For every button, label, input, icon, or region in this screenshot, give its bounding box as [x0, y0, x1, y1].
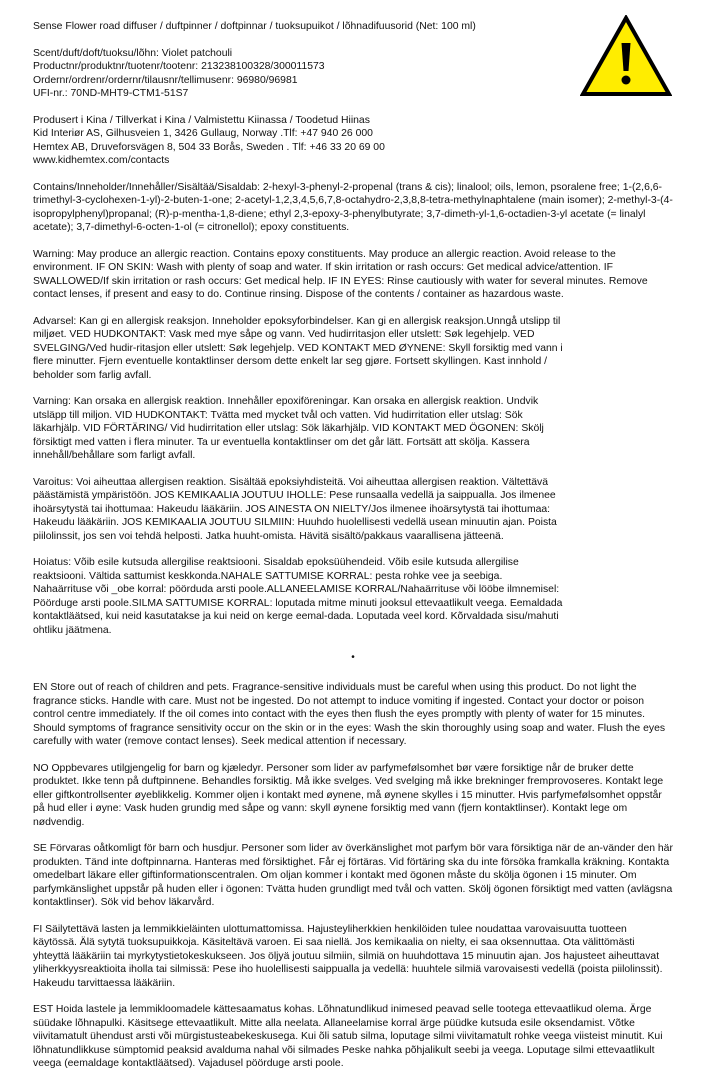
store-se-paragraph: SE Förvaras oåtkomligt för barn och husdjur. Personer som lider av överkänslighet mot parfym bör vara försiktiga när de an-vänder den här produkten. Tänd inte doftpinnarna. Hanteras med försiktighet. Får ej förtäras. Vid förtäring ska du inte försöka framkalla kräkning. Kontakta omedelbart läkare eller giftinformationscentralen. Om oljan kommer i kontakt med ögonen måste du skölja ögonen i 15 minuter. Om parfymkänslighet uppstår på huden eller i ögonen: Tvätta huden grundligt med tvål och vatten. Skölj ögonen försiktigt med vatten (avlägsna kontaktlinser). Sök vid behov läkarvård.: [33, 843, 673, 908]
order-number-line: Ordernr/ordrenr/ordernr/tilausnr/tellimusenr: 96980/96981: [33, 74, 298, 86]
product-number-line: Productnr/produktnr/tuotenr/tootenr: 213238100328/300011573: [33, 61, 325, 72]
contains-paragraph: Contains/Inneholder/Innehåller/Sisältää/Sisaldab: 2-hexyl-3-phenyl-2-propenal (trans & cis); linalool; oils, lemon, psoralene free; 1-(2,6,6-trimethyl-3-cyclohexen-1-yl)-2-buten-1-one; 2-acetyl-1,2,3,4,5,6,7,8-octahydro-2,3,8,8-tetra-methylnaphtalene (main isomer); 2-methyl-3-(4-isopropylphenyl)propanal; (R)-p-mentha-1,8-diene; ethyl 2,3-epoxy-3-phenylbutyrate; 3,7-dimeth-yl-1,6-octadien-3-yl acetate (= linalyl acetate); 3,7-dimethyl-6-octen-1-ol (= citronellol); epoxy constituents.: [33, 181, 673, 233]
producer-info: [33, 114, 673, 168]
store-no-paragraph: NO Oppbevares utilgjengelig for barn og kjæledyr. Personer som lider av parfymefølsomhet bør være forsiktige når de bruker dette produktet. Ikke tenn på duftpinnene. Behandles forsiktig. Må ikke svelges. Ved svelging må ikke brekninger fremprovoseres. Kontakt lege eller giftkontrollsenter øyeblikkelig. Kommer oljen i kontakt med øynene, må øynene skylles i 15 minutter. Hvis parfymefølsomhet oppstår på hud eller i øyne: Vask huden grundig med såpe og vann: skyll øynene forsiktig med vann (fjern kontaktlinser). Kontakt lege om nødvendig.: [33, 762, 664, 828]
store-ee-paragraph: EST Hoida lastele ja lemmikloomadele kättesaamatus kohas. Lõhnatundlikud inimesed peavad selle tootega ettevaatlikud olema. Ärge süüdake lõhnapulki. Käsitsege ettevaatlikult. Mitte alla neelata. Allaneelamise korral ärge püüdke kutsuda esile oksendamist. Võtke viivitamatult ühendust arsti või mürgistusteabekeskusega. Kui õli satub silma, loputage silmi viivitamatult rohke veega viisteist minutit. Kui lõhnatundlikkuse sümptomid peaksid avalduma nahal või silmades Peske nahka põhjalikult seebi ja veega. Loputage silmi ettevaatlikult veega (eemaldage kontaktläätsed). Vajadusel pöörduge arsti poole.: [33, 1004, 663, 1069]
warning-se-paragraph: Varning: Kan orsaka en allergisk reaktion. Innehåller epoxiföreningar. Kan orsaka en allergisk reaktion. Undvik utsläpp till miljon. VID HUDKONTAKT: Tvätta med mycket tvål och vatten. Vid hudirritation eller utslag: Sök läkarhjälp. VID FÖRTÄRING/ Vid hudirritation eller utslag: Sök läkarhjälp. VID KONTAKT MED ÖGONEN: Skölj försiktigt med vatten i flera minuter. Ta ur eventuella kontaktlinser om det går lätt. Fortsätt att skölja. Kassera innehåll/behållare som farligt avfall.: [33, 396, 544, 461]
warning-no-paragraph: Advarsel: Kan gi en allergisk reaksjon. Inneholder epoksyforbindelser. Kan gi en allergisk reaksjon.Unngå utslipp til miljøet. VED HUDKONTAKT: Vask med mye såpe og vann. Ved hudirritasjon eller utslett: Søk legehjelp. VED SVELGING/Ved hudir-ritasjon eller utslett: Søk legehjelp. VED KONTAKT MED ØYNENE: Skyll forsiktig med vann i flere minutter. Fjern eventuelle kontaktlinser dersom dette enkelt lar seg gjøre. Fortsett skyllingen. Kast innhold / beholder som farlig avfall.: [33, 315, 563, 381]
product-title: Sense Flower road diffuser / duftpinner / doftpinnar / tuoksupuikot / lõhnadifuusorid (Net: 100 ml): [33, 21, 476, 32]
label-document: [33, 20, 673, 1071]
warning-fi-paragraph: Varoitus: Voi aiheuttaa allergisen reaktion. Sisältää epoksiyhdisteitä. Voi aiheuttaa allergisen reaktion. Vältettävä päästämistä ympäristöön. JOS KEMIKAALIA JOUTUU IHOLLE: Pese runsaalla vedellä ja saippualla. Jos ilmenee ihoärsytystä tai ihottumaa: Hakeudu lääkäriin. JOS AINESTA ON NIELTY/Jos ilmenee ihoärsytystä tai ihottumaa: Hakeudu lääkäriin. JOS KEMIKAALIA JOUTUU SILMIIN: Huuhdo huolellisesti vedellä usean minuutin ajan. Poista piilolinssit, jos sen voi tehdä helposti. Jatka huuht-omista. Hävitä sisältö/pakkaus vaarallisena jätteenä.: [33, 476, 557, 542]
ufi-line: UFI-nr.: 70ND-MHT9-CTM1-51S7: [33, 88, 189, 99]
warning-ee-paragraph: Hoiatus: Võib esile kutsuda allergilise reaktsiooni. Sisaldab epoksüühendeid. Võib esile kutsuda allergilise reaktsiooni. Vältida sattumist keskkonda.NAHALE SATTUMISE KORRAL: pesta rohke vee ja seebiga. Nahaärrituse või _obe korral: pöörduda arsti poole.ALLANEELAMISE KORRAL/Nahaärrituse või lööbe ilmnemisel: Pöörduge arsti poole.SILMA SATTUMISE KORRAL: loputada mitme minuti jooksul ettevaatlikult veega. Eemaldada kontaktläätsed, kui neid kasutatakse ja kui neid on kerge eemal-dada. Loputada veel kord. Kõrvaldada sisu/mahuti ohtliku jäätmena.: [33, 557, 563, 636]
store-fi-paragraph: FI Säilytettävä lasten ja lemmikkieläinten ulottumattomissa. Hajusteyliherkkien henkilöiden tulee noudattaa varovaisuutta tuotteen käytössä. Älä sytytä tuoksupuikkoja. Käsiteltävä varoen. Ei saa niellä. Jos kemikaalia on nielty, ei saa oksennuttaa. Ota välittömästi yhteyttä lääkäriin tai myrkytystietokeskukseen. Jos öljyä joutuu silmiin, silmiä on huuhdottava 15 minuutin ajan. Jos hajusteet aiheuttavat yliherkkyysreaktioita iholla tai silmissä: Pese iho huolellisesti saippualla ja vedellä: huuhtele silmiä varovaisesti vedellä (poista piilolinssit). Hakeudu tarvittaessa lääkäriin.: [33, 923, 663, 989]
separator-bullet: •: [351, 652, 355, 663]
kid-address-line: Kid Interiør AS, Gilhusveien 1, 3426 Gullaug, Norway .Tlf: +47 940 26 000: [33, 128, 373, 139]
store-en-paragraph: EN Store out of reach of children and pets. Fragrance-sensitive individuals must be careful when using this product. Do not light the fragrance sticks. Handle with care. Must not be ingested. Do not attempt to induce vomiting if ingested. Contact your doctor or poison control centre immediately. If the oil comes into contact with the eyes then flush the eyes promptly with plenty of water for 15 minutes. Should symptoms of fragrance sensitivity occur on the skin or in the eyes: Wash the skin thoroughly using soap and water. Flush the eyes carefully with water (remove contact lenses). Seek medical attention if necessary.: [33, 682, 666, 747]
scent-line: Scent/duft/doft/tuoksu/lõhn: Violet patchouli: [33, 47, 233, 59]
contact-url: www.kidhemtex.com/contacts: [33, 155, 170, 166]
origin-line: Produsert i Kina / Tillverkat i Kina / Valmistettu Kiinassa / Toodetud Hiinas: [33, 114, 370, 126]
warning-en-paragraph: Warning: May produce an allergic reaction. Contains epoxy constituents. May produce an allergic reaction. Avoid release to the environment. IF ON SKIN: Wash with plenty of soap and water. If skin irritation or rash occurs: Get medical advice/attention. IF SWALLOWED/If skin irritation or rash occurs: Get medical help. IF IN EYES: Rinse cautiously with water for several minutes. Remove contact lenses, if present and easy to do. Continue rinsing. Dispose of the contents / container as hazardous waste.: [33, 248, 648, 300]
product-info: [33, 47, 673, 101]
hemtex-address-line: Hemtex AB, Druveforsvägen 8, 504 33 Borås, Sweden . Tlf: +46 33 20 69 00: [33, 141, 385, 153]
